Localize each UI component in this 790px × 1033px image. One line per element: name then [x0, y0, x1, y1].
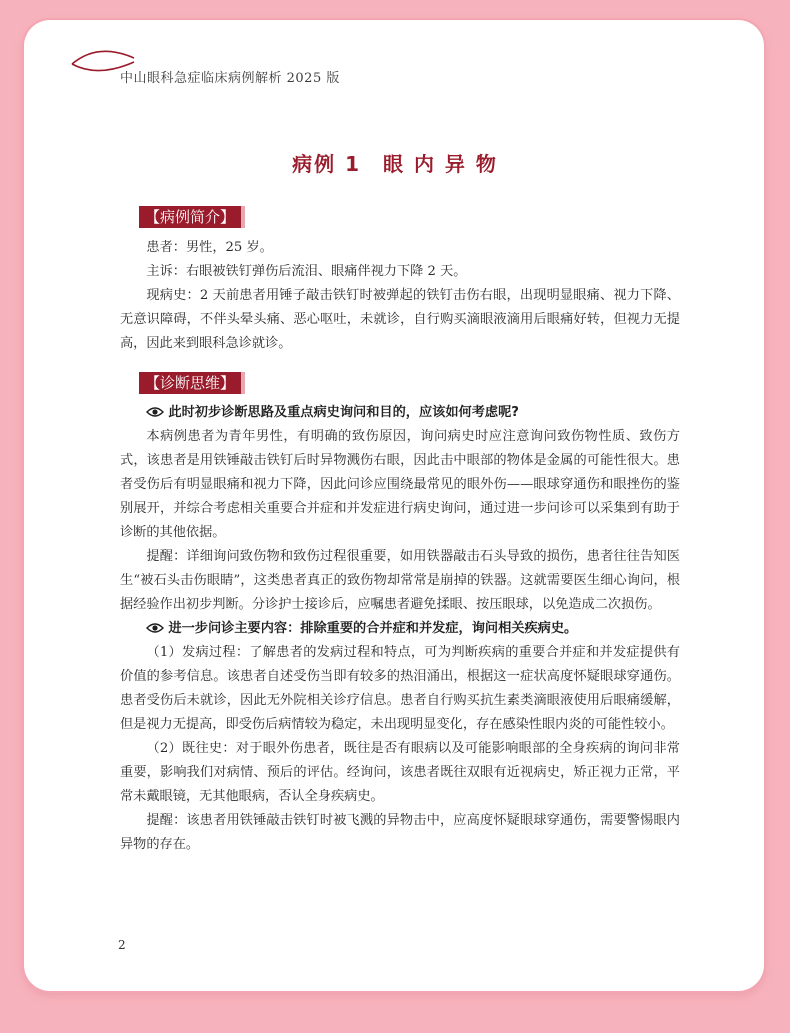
paragraph-1: 本病例患者为青年男性，有明确的致伤原因，询问病史时应注意询问致伤物性质、致伤方式，该患者是用铁锤敲击铁钉后时异物溅伤右眼，因此击中眼部的物体是金属的可能性很大。患者受伤后有明显眼痛和视力下降，因此问诊应围绕最常见的眼外伤——眼球穿通伤和眼挫伤的鉴别展开，并综合考虑相关重要合并症和并发症进行病史询问，通过进一步问诊可以采集到有助于诊断的其他依据。	[120, 429, 680, 540]
page-number: 2	[118, 938, 126, 952]
question-2	[120, 617, 680, 641]
question-2-text: 进一步问诊主要内容：排除重要的合并症和并发症，询问相关疾病史。	[168, 621, 578, 636]
reminder-2: 提醒：该患者用铁锤敲击铁钉时被飞溅的异物击中，应高度怀疑眼球穿通伤，需要警惕眼内异物的存在。	[120, 813, 680, 852]
diagnosis-block	[120, 401, 680, 857]
question-1	[120, 401, 680, 425]
running-header	[72, 44, 772, 86]
section-tag-diagnosis: 【诊断思维】	[139, 372, 245, 394]
reminder-1: 提醒：详细询问致伤物和致伤过程很重要，如用铁器敲击石头导致的损伤，患者往往告知医生“被石头击伤眼睛”，这类患者真正的致伤物却常常是崩掉的铁器。这就需要医生细心询问，根据经验作出初步判断。分诊护士接诊后，应嘱患者避免揉眼、按压眼球，以免造成二次损伤。	[120, 549, 680, 612]
patient-line: 患者：男性，25 岁。	[146, 240, 273, 255]
case-title: 病例 1 眼 内 异 物	[292, 152, 498, 176]
paragraph-onset: （1）发病过程：了解患者的发病过程和特点，可为判断疾病的重要合并症和并发症提供有价值的参考信息。该患者自述受伤当即有较多的热泪涌出，根据这一症状高度怀疑眼球穿通伤。患者受伤后未就诊，因此无外院相关诊疗信息。患者自行购买抗生素类滴眼液使用后眼痛缓解，但是视力无提高，即受伤后病情较为稳定，未出现明显变化，存在感染性眼内炎的可能性较小。	[120, 645, 680, 732]
question-1-text: 此时初步诊断思路及重点病史询问和目的，应该如何考虑呢?	[168, 405, 519, 420]
eye-icon	[146, 621, 164, 635]
complaint-line: 主诉：右眼被铁钉弹伤后流泪、眼痛伴视力下降 2 天。	[146, 264, 467, 279]
paragraph-past-history: （2）既往史：对于眼外伤患者，既往是否有眼病以及可能影响眼部的全身疾病的询问非常重要，影响我们对病情、预后的评估。经询问，该患者既往双眼有近视病史，矫正视力正常，平常未戴眼镜，无其他眼病，否认全身疾病史。	[120, 741, 680, 804]
history-paragraph: 现病史：2 天前患者用锤子敲击铁钉时被弹起的铁钉击伤右眼，出现明显眼痛、视力下降、无意识障碍，不伴头晕头痛、恶心呕吐，未就诊，自行购买滴眼液滴用后眼痛好转，但视力无提高，因此来到眼科急诊就诊。	[120, 288, 680, 351]
intro-block	[120, 236, 680, 356]
book-title: 中山眼科急症临床病例解析 2025 版	[120, 71, 340, 86]
section-tag-intro: 【病例简介】	[139, 206, 245, 228]
eye-icon	[146, 405, 164, 419]
